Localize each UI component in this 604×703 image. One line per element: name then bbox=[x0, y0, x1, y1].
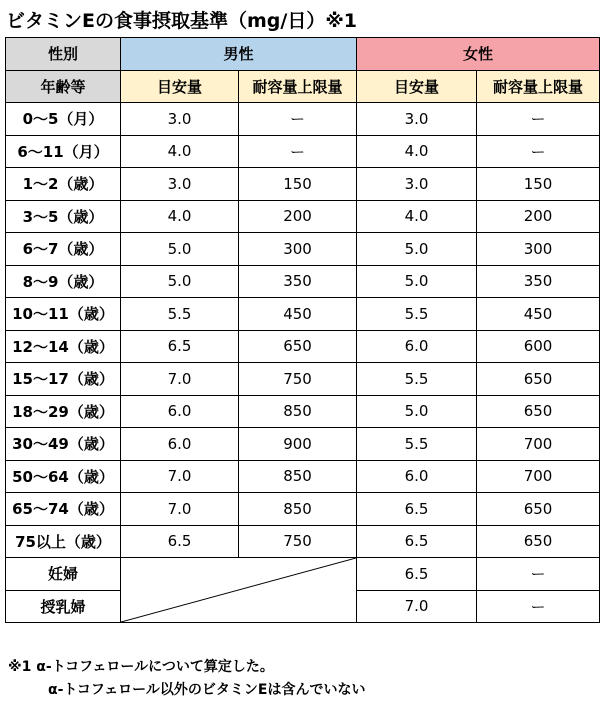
male-ul-cell: 150 bbox=[239, 168, 357, 201]
table-row bbox=[6, 135, 600, 168]
male-ai-cell: 4.0 bbox=[121, 200, 239, 233]
age-cell: 妊婦 bbox=[6, 558, 121, 591]
header-row-sex bbox=[6, 38, 600, 71]
table-row bbox=[6, 233, 600, 266]
age-cell: 30～49（歳） bbox=[6, 428, 121, 461]
table-row bbox=[6, 428, 600, 461]
male-ai-cell: 6.5 bbox=[121, 330, 239, 363]
age-label-cell: 年齢等 bbox=[6, 70, 121, 103]
male-ul-cell: 350 bbox=[239, 265, 357, 298]
female-ai-header: 目安量 bbox=[357, 70, 477, 103]
female-ai-cell: 5.0 bbox=[357, 395, 477, 428]
male-ul-cell: 750 bbox=[239, 363, 357, 396]
male-ai-cell: 6.0 bbox=[121, 428, 239, 461]
header-row-columns bbox=[6, 70, 600, 103]
age-cell: 1～2（歳） bbox=[6, 168, 121, 201]
female-ai-cell: 3.0 bbox=[357, 168, 477, 201]
female-ai-cell: 6.5 bbox=[357, 558, 477, 591]
female-ul-cell: 650 bbox=[477, 493, 600, 526]
age-cell: 15～17（歳） bbox=[6, 363, 121, 396]
age-cell: 50～64（歳） bbox=[6, 460, 121, 493]
female-ai-cell: 6.0 bbox=[357, 460, 477, 493]
age-cell: 10～11（歳） bbox=[6, 298, 121, 331]
female-ai-cell: 6.0 bbox=[357, 330, 477, 363]
female-ai-cell: 5.5 bbox=[357, 298, 477, 331]
age-cell: 18～29（歳） bbox=[6, 395, 121, 428]
male-ai-cell: 3.0 bbox=[121, 168, 239, 201]
table-row bbox=[6, 168, 600, 201]
female-header-cell: 女性 bbox=[357, 38, 600, 71]
age-cell: 6～7（歳） bbox=[6, 233, 121, 266]
table-row bbox=[6, 395, 600, 428]
male-ul-cell: 850 bbox=[239, 395, 357, 428]
male-header-cell: 男性 bbox=[121, 38, 357, 71]
table-row bbox=[6, 103, 600, 136]
age-cell: 3～5（歳） bbox=[6, 200, 121, 233]
female-ul-cell: 650 bbox=[477, 525, 600, 558]
male-ul-cell: 450 bbox=[239, 298, 357, 331]
age-cell: 8～9（歳） bbox=[6, 265, 121, 298]
male-ul-cell: 750 bbox=[239, 525, 357, 558]
male-ai-cell: 5.5 bbox=[121, 298, 239, 331]
table-row bbox=[6, 525, 600, 558]
male-ai-cell: 7.0 bbox=[121, 460, 239, 493]
table-row bbox=[6, 363, 600, 396]
female-ul-cell: ー bbox=[477, 558, 600, 591]
age-cell: 65～74（歳） bbox=[6, 493, 121, 526]
female-ai-cell: 3.0 bbox=[357, 103, 477, 136]
female-ul-cell: 700 bbox=[477, 460, 600, 493]
male-ai-header: 目安量 bbox=[121, 70, 239, 103]
female-ul-cell: 450 bbox=[477, 298, 600, 331]
female-ul-cell: 700 bbox=[477, 428, 600, 461]
female-ul-cell: ー bbox=[477, 135, 600, 168]
table-row bbox=[6, 330, 600, 363]
male-ul-cell: ー bbox=[239, 135, 357, 168]
female-ai-cell: 6.5 bbox=[357, 525, 477, 558]
vitamin-e-intake-table bbox=[5, 37, 600, 623]
male-ul-cell: 850 bbox=[239, 493, 357, 526]
age-cell: 授乳婦 bbox=[6, 590, 121, 623]
male-ul-cell: 200 bbox=[239, 200, 357, 233]
female-ul-cell: 600 bbox=[477, 330, 600, 363]
male-ul-cell: ー bbox=[239, 103, 357, 136]
male-ul-cell: 900 bbox=[239, 428, 357, 461]
female-ul-cell: 350 bbox=[477, 265, 600, 298]
female-ai-cell: 4.0 bbox=[357, 135, 477, 168]
female-ul-header: 耐容量上限量 bbox=[477, 70, 600, 103]
female-ai-cell: 5.0 bbox=[357, 233, 477, 266]
table-row bbox=[6, 265, 600, 298]
female-ul-cell: 650 bbox=[477, 363, 600, 396]
diagonal-line bbox=[121, 558, 356, 622]
female-ul-cell: ー bbox=[477, 103, 600, 136]
female-ai-cell: 5.5 bbox=[357, 428, 477, 461]
male-ul-cell: 300 bbox=[239, 233, 357, 266]
footnote-line-2: α-トコフェロール以外のビタミンEは含んでいない bbox=[48, 682, 366, 698]
female-ai-cell: 6.5 bbox=[357, 493, 477, 526]
male-ai-cell: 6.5 bbox=[121, 525, 239, 558]
age-cell: 0～5（月） bbox=[6, 103, 121, 136]
male-ai-cell: 3.0 bbox=[121, 103, 239, 136]
not-applicable-cell bbox=[121, 558, 357, 623]
age-cell: 75以上（歳） bbox=[6, 525, 121, 558]
page-title: ビタミンEの食事摂取基準（mg/日）※1 bbox=[6, 10, 358, 32]
male-ul-cell: 850 bbox=[239, 460, 357, 493]
table-row-special bbox=[6, 558, 600, 591]
male-ai-cell: 7.0 bbox=[121, 493, 239, 526]
male-ai-cell: 5.0 bbox=[121, 265, 239, 298]
male-ai-cell: 6.0 bbox=[121, 395, 239, 428]
female-ul-cell: 150 bbox=[477, 168, 600, 201]
female-ai-cell: 7.0 bbox=[357, 590, 477, 623]
age-cell: 6～11（月） bbox=[6, 135, 121, 168]
female-ai-cell: 5.5 bbox=[357, 363, 477, 396]
female-ul-cell: 200 bbox=[477, 200, 600, 233]
male-ai-cell: 7.0 bbox=[121, 363, 239, 396]
footnote-line-1: ※1 α-トコフェロールについて算定した。 bbox=[8, 659, 274, 675]
female-ul-cell: 300 bbox=[477, 233, 600, 266]
table-row bbox=[6, 493, 600, 526]
male-ul-cell: 650 bbox=[239, 330, 357, 363]
male-ai-cell: 5.0 bbox=[121, 233, 239, 266]
table-row bbox=[6, 460, 600, 493]
female-ai-cell: 5.0 bbox=[357, 265, 477, 298]
male-ai-cell: 4.0 bbox=[121, 135, 239, 168]
male-ul-header: 耐容量上限量 bbox=[239, 70, 357, 103]
table-row bbox=[6, 298, 600, 331]
female-ul-cell: 650 bbox=[477, 395, 600, 428]
table-row bbox=[6, 200, 600, 233]
female-ul-cell: ー bbox=[477, 590, 600, 623]
age-cell: 12～14（歳） bbox=[6, 330, 121, 363]
female-ai-cell: 4.0 bbox=[357, 200, 477, 233]
sex-label-cell: 性別 bbox=[6, 38, 121, 71]
